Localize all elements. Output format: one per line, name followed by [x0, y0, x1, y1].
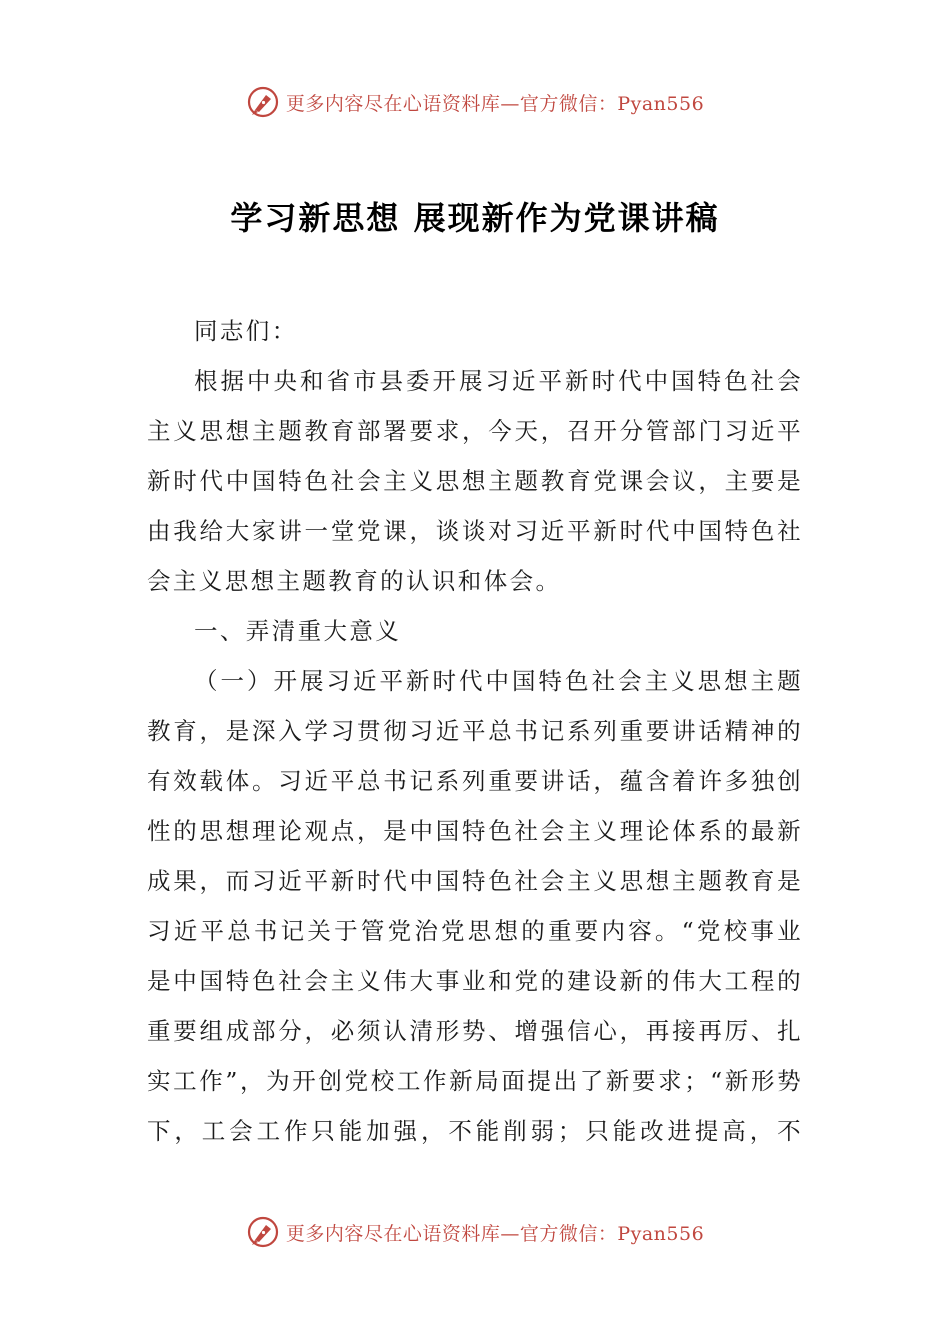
body-paragraph-intro: 根据中央和省市县委开展习近平新时代中国特色社会主义思想主题教育部署要求，今天，召开分管部门习近平新时代中国特色社会主义思想主题教育党课会议，主要是由我给大家讲一堂党课，谈谈对习近平新时代中国特色社会主义思想主题教育的认识和体会。: [147, 367, 803, 595]
document-title: 学习新思想 展现新作为党课讲稿: [230, 199, 720, 238]
body-paragraph-1: （一）开展习近平新时代中国特色社会主义思想主题教育，是深入学习贯彻习近平总书记系列重要讲话精神的有效载体。习近平总书记系列重要讲话，蕴含着许多独创性的思想理论观点，是中国特色社会主义理论体系的最新成果，而习近平新时代中国特色社会主义思想主题教育是习近平总书记关于管党治党思想的重要内容。“党校事业是中国特色社会主义伟大事业和党的建设新的伟大工程的重要组成部分，必须认清形势、增强信心，再接再厉、扎实工作”，为开创党校工作新局面提出了新要求；“新形势下，工会工作只能加强，不能削弱；只能改进提高，不: [147, 667, 803, 1145]
footer-watermark: [0, 1212, 950, 1252]
watermark-text: 更多内容尽在心语资料库—官方微信：Pyan556: [285, 92, 705, 115]
pen-nib-circle-icon: [246, 85, 280, 119]
watermark-text: 更多内容尽在心语资料库—官方微信：Pyan556: [285, 1222, 705, 1245]
document-body: [147, 306, 803, 1156]
salutation: 同志们：: [194, 317, 298, 345]
pen-nib-circle-icon: [246, 1215, 280, 1249]
header-watermark: [0, 82, 950, 122]
section-heading-1: 一、弄清重大意义: [194, 617, 402, 645]
